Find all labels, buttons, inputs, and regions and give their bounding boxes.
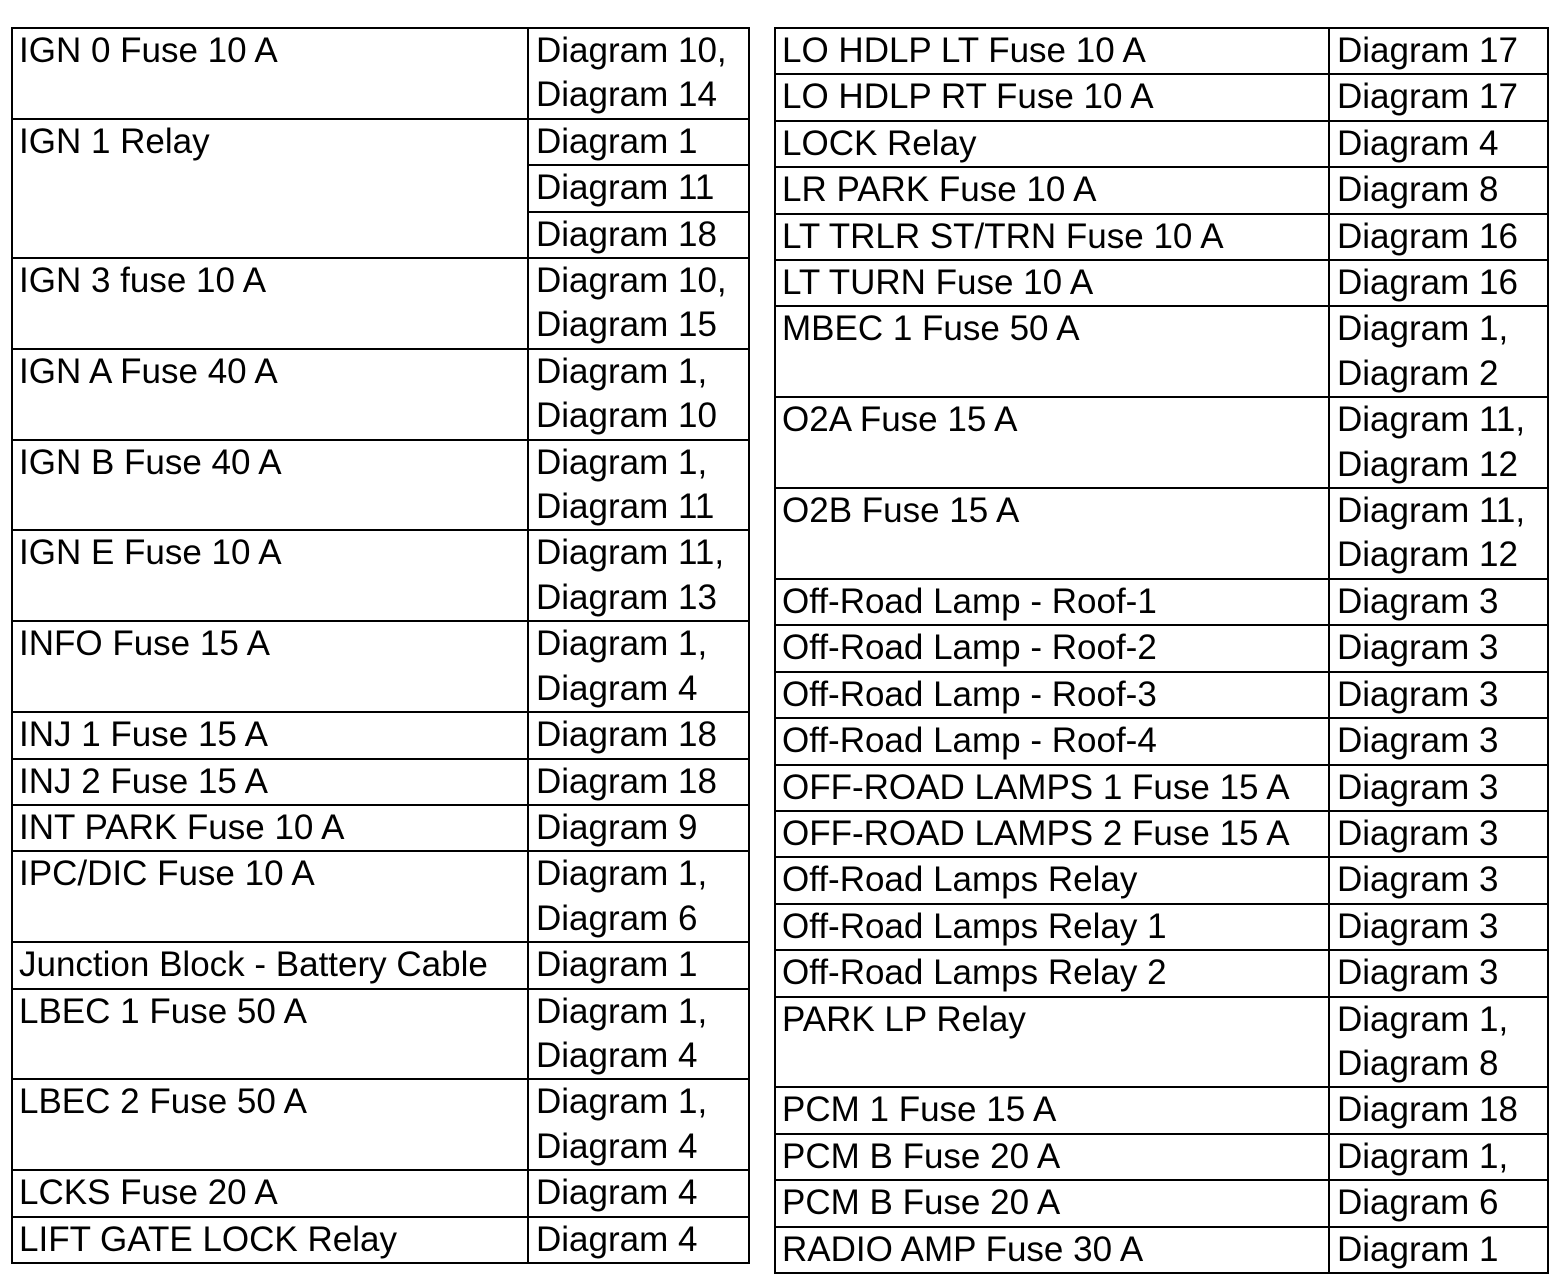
diagram-ref-cell <box>528 805 749 851</box>
component-name-cell: IPC/DIC Fuse 10 A <box>12 851 528 942</box>
diagram-ref-text: Diagram 16 <box>1337 216 1518 256</box>
component-name-cell: LO HDLP RT Fuse 10 A <box>775 74 1329 120</box>
table-row <box>775 260 1548 306</box>
diagram-ref-cell <box>1329 121 1548 167</box>
component-name-cell: INT PARK Fuse 10 A <box>12 805 528 851</box>
component-name-cell: INFO Fuse 15 A <box>12 621 528 712</box>
diagram-ref-text: Diagram 6 <box>1337 1183 1499 1223</box>
diagram-ref-cell <box>528 712 749 758</box>
diagram-ref-cell <box>1329 579 1548 625</box>
table-row <box>12 1217 749 1263</box>
diagram-ref-text: Diagram 11, Diagram 12 <box>1337 400 1526 484</box>
diagram-ref-cell <box>1329 397 1548 488</box>
component-name-cell: Off-Road Lamp - Roof-4 <box>775 718 1329 764</box>
component-name-cell: Off-Road Lamps Relay 1 <box>775 904 1329 950</box>
table-row <box>12 989 749 1080</box>
diagram-ref-text: Diagram 1 <box>536 945 698 985</box>
diagram-ref-cell: Diagram 18 <box>528 212 749 258</box>
diagram-ref-cell: Diagram 1 <box>528 119 749 165</box>
diagram-ref-cell <box>1329 214 1548 260</box>
diagram-ref-text: Diagram 9 <box>536 807 698 847</box>
diagram-ref-text: Diagram 11, Diagram 12 <box>1337 491 1526 575</box>
table-row <box>775 765 1548 811</box>
diagram-ref-cell <box>1329 1227 1548 1273</box>
diagram-ref-text: Diagram 18 <box>536 715 717 755</box>
diagram-ref-text: Diagram 18 <box>1337 1090 1518 1130</box>
diagram-ref-text: Diagram 10, Diagram 15 <box>536 261 727 345</box>
table-row <box>12 440 749 531</box>
diagram-ref-cell <box>528 942 749 988</box>
diagram-ref-cell <box>1329 488 1548 579</box>
table-row <box>775 625 1548 671</box>
diagram-ref-cell <box>1329 857 1548 903</box>
table-row <box>775 488 1548 579</box>
diagram-ref-cell <box>528 759 749 805</box>
diagram-ref-cell <box>528 349 749 440</box>
diagram-ref-text: Diagram 17 <box>1337 31 1518 70</box>
component-name-cell: O2A Fuse 15 A <box>775 397 1329 488</box>
table-row <box>12 621 749 712</box>
component-name-cell: Off-Road Lamp - Roof-1 <box>775 579 1329 625</box>
diagram-ref-text: Diagram 4 <box>536 1219 698 1259</box>
component-name-cell: Off-Road Lamps Relay 2 <box>775 950 1329 996</box>
diagram-ref-text: Diagram 1, Diagram 11 <box>536 442 715 527</box>
component-name-cell: LT TRLR ST/TRN Fuse 10 A <box>775 214 1329 260</box>
component-name-cell: LCKS Fuse 20 A <box>12 1170 528 1216</box>
table-row <box>775 306 1548 397</box>
diagram-ref-text: Diagram 3 <box>1337 767 1499 807</box>
diagram-ref-text: Diagram 1, Diagram 10 <box>536 351 717 436</box>
table-row <box>12 28 749 119</box>
diagram-ref-text: Diagram 1, <box>1337 1136 1509 1176</box>
table-row <box>775 1087 1548 1133</box>
component-name-cell: IGN A Fuse 40 A <box>12 349 528 440</box>
diagram-ref-text: Diagram 3 <box>1337 721 1499 761</box>
component-name-cell: Off-Road Lamp - Roof-3 <box>775 672 1329 718</box>
table-row <box>12 851 749 942</box>
diagram-ref-cell <box>528 621 749 712</box>
component-name-cell: INJ 2 Fuse 15 A <box>12 759 528 805</box>
diagram-ref-cell <box>1329 997 1548 1088</box>
diagram-ref-text: Diagram 1, Diagram 8 <box>1337 999 1509 1083</box>
component-name-cell: LBEC 2 Fuse 50 A <box>12 1079 528 1170</box>
component-name-cell: MBEC 1 Fuse 50 A <box>775 306 1329 397</box>
right-table-body <box>775 28 1548 1273</box>
diagram-ref-cell <box>528 1217 749 1263</box>
diagram-ref-text: Diagram 3 <box>1337 628 1499 668</box>
table-row <box>775 997 1548 1088</box>
table-row <box>775 811 1548 857</box>
component-name-cell: PCM B Fuse 20 A <box>775 1134 1329 1180</box>
diagram-ref-cell <box>528 1079 749 1170</box>
component-name-cell: LO HDLP LT Fuse 10 A <box>775 28 1329 74</box>
diagram-ref-text: Diagram 17 <box>1337 77 1518 117</box>
table-row <box>12 759 749 805</box>
component-name-cell: PCM 1 Fuse 15 A <box>775 1087 1329 1133</box>
diagram-ref-text: Diagram 11, Diagram 13 <box>536 533 725 617</box>
component-name-cell: LOCK Relay <box>775 121 1329 167</box>
diagram-ref-cell <box>1329 625 1548 671</box>
component-name-cell: OFF-ROAD LAMPS 2 Fuse 15 A <box>775 811 1329 857</box>
component-name-cell: IGN E Fuse 10 A <box>12 530 528 621</box>
table-row <box>775 397 1548 488</box>
table-row <box>775 214 1548 260</box>
left-table-body <box>12 28 749 1263</box>
diagram-ref-cell <box>1329 718 1548 764</box>
table-row <box>12 349 749 440</box>
diagram-ref-cell <box>1329 1134 1548 1180</box>
component-name-cell: Junction Block - Battery Cable <box>12 942 528 988</box>
diagram-ref-cell <box>1329 167 1548 213</box>
component-name-cell: IGN 0 Fuse 10 A <box>12 28 528 119</box>
table-row <box>775 579 1548 625</box>
table-row <box>12 1079 749 1170</box>
diagram-ref-cell <box>1329 904 1548 950</box>
diagram-ref-text: Diagram 8 <box>1337 170 1499 210</box>
component-name-cell: LT TURN Fuse 10 A <box>775 260 1329 306</box>
diagram-ref-cell <box>528 530 749 621</box>
diagram-ref-cell <box>1329 306 1548 397</box>
diagram-ref-text: Diagram 1, Diagram 2 <box>1337 309 1509 393</box>
diagram-ref-cell: Diagram 11 <box>528 165 749 211</box>
table-row <box>12 258 749 349</box>
diagram-ref-text: Diagram 3 <box>1337 906 1499 946</box>
table-row <box>775 1180 1548 1226</box>
table-row <box>775 904 1548 950</box>
diagram-ref-text: Diagram 1, Diagram 4 <box>536 991 708 1075</box>
component-name-cell: PCM B Fuse 20 A <box>775 1180 1329 1226</box>
diagram-ref-cell <box>1329 260 1548 306</box>
diagram-ref-cell <box>1329 811 1548 857</box>
diagram-ref-text: Diagram 4 <box>536 1173 698 1213</box>
diagram-ref-cell <box>528 440 749 531</box>
table-row <box>12 712 749 758</box>
diagram-ref-text: Diagram 10, Diagram 14 <box>536 31 727 115</box>
table-row <box>12 805 749 851</box>
component-name-cell: O2B Fuse 15 A <box>775 488 1329 579</box>
diagram-ref-text: Diagram 3 <box>1337 860 1499 900</box>
diagram-ref-text: Diagram 1, Diagram 4 <box>536 1082 708 1166</box>
component-name-cell: IGN B Fuse 40 A <box>12 440 528 531</box>
diagram-ref-cell <box>1329 74 1548 120</box>
component-name-cell: RADIO AMP Fuse 30 A <box>775 1227 1329 1273</box>
diagram-ref-cell <box>528 258 749 349</box>
component-name-cell: PARK LP Relay <box>775 997 1329 1088</box>
diagram-ref-cell <box>1329 1087 1548 1133</box>
table-row <box>775 74 1548 120</box>
table-row <box>12 119 749 165</box>
component-name-cell: LR PARK Fuse 10 A <box>775 167 1329 213</box>
diagram-ref-text: Diagram 1, Diagram 4 <box>536 624 708 708</box>
diagram-ref-text: Diagram 3 <box>1337 581 1499 621</box>
table-row <box>12 530 749 621</box>
component-name-cell: LBEC 1 Fuse 50 A <box>12 989 528 1080</box>
diagram-ref-cell <box>1329 950 1548 996</box>
table-row <box>775 672 1548 718</box>
table-row <box>775 950 1548 996</box>
table-row <box>775 857 1548 903</box>
diagram-ref-text: Diagram 1 <box>1337 1229 1499 1269</box>
component-name-cell: INJ 1 Fuse 15 A <box>12 712 528 758</box>
diagram-ref-cell <box>528 28 749 119</box>
component-name-cell: IGN 1 Relay <box>12 119 528 258</box>
component-name-cell: Off-Road Lamps Relay <box>775 857 1329 903</box>
diagram-ref-cell <box>528 1170 749 1216</box>
diagram-ref-cell <box>1329 28 1548 74</box>
diagram-ref-cell <box>1329 672 1548 718</box>
diagram-ref-text: Diagram 3 <box>1337 674 1499 714</box>
diagram-ref-text: Diagram 16 <box>1337 263 1518 303</box>
component-name-cell: LIFT GATE LOCK Relay <box>12 1217 528 1263</box>
table-row <box>775 121 1548 167</box>
table-row <box>775 167 1548 213</box>
component-name-cell: OFF-ROAD LAMPS 1 Fuse 15 A <box>775 765 1329 811</box>
table-row <box>775 1227 1548 1273</box>
diagram-ref-text: Diagram 3 <box>1337 953 1499 993</box>
diagram-ref-text: Diagram 3 <box>1337 813 1499 853</box>
component-name-cell: Off-Road Lamp - Roof-2 <box>775 625 1329 671</box>
diagram-ref-text: Diagram 18 <box>536 761 717 801</box>
diagram-ref-text: Diagram 4 <box>1337 123 1499 163</box>
table-row <box>775 1134 1548 1180</box>
diagram-ref-text: Diagram 1, Diagram 6 <box>536 854 708 938</box>
diagram-ref-cell <box>1329 1180 1548 1226</box>
component-name-cell: IGN 3 fuse 10 A <box>12 258 528 349</box>
table-row <box>12 1170 749 1216</box>
right-fuse-index-table <box>774 27 1549 1274</box>
diagram-ref-cell <box>528 989 749 1080</box>
left-fuse-index-table <box>11 27 750 1264</box>
diagram-ref-cell <box>528 851 749 942</box>
table-row <box>12 942 749 988</box>
diagram-ref-cell <box>1329 765 1548 811</box>
table-row <box>775 28 1548 74</box>
table-row <box>775 718 1548 764</box>
